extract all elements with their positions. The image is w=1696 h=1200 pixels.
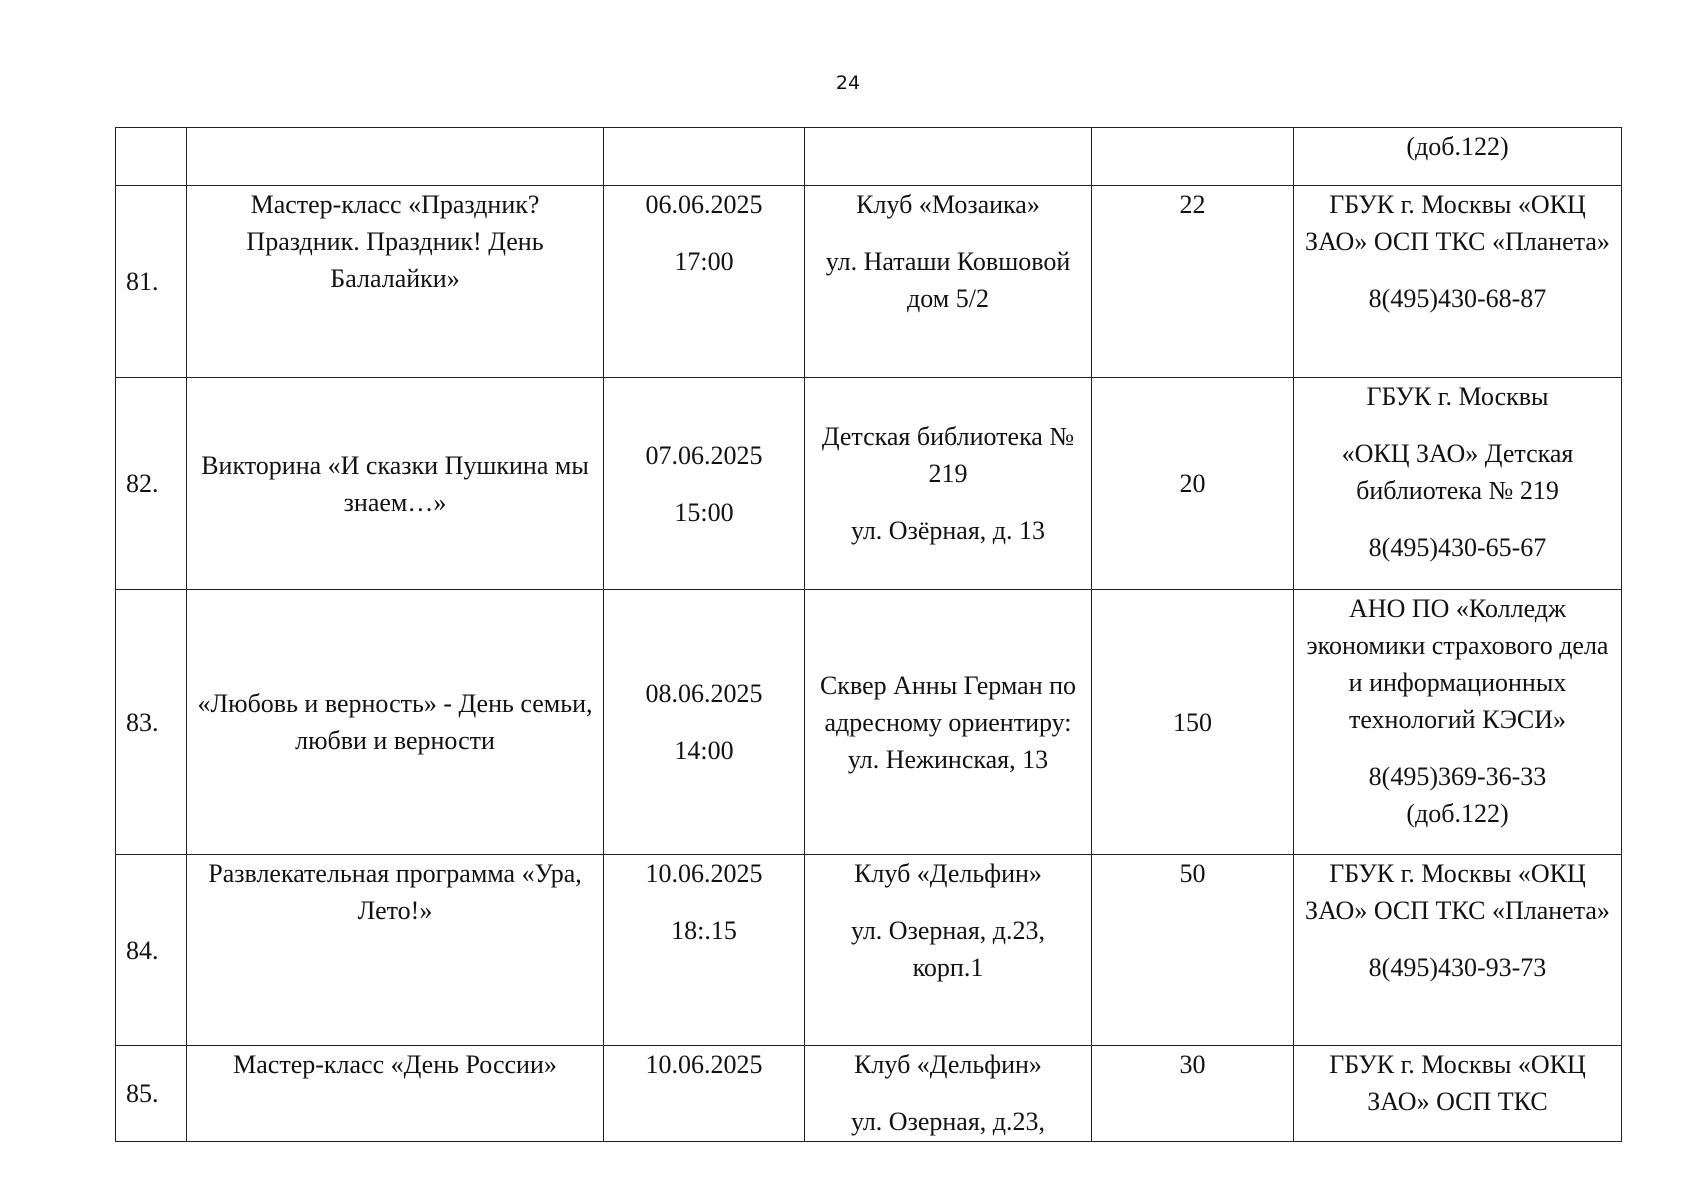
organizer-phone: 8(495)430-68-87	[1368, 284, 1547, 313]
place-cell	[805, 855, 1092, 1046]
datetime-cell	[604, 378, 805, 590]
row-number-cell: 84.	[116, 855, 187, 1046]
organizer-name: ГБУК г. Москвы «ОКЦ ЗАО» ОСП ТКС «Планета»	[1305, 190, 1610, 256]
organizer-cell	[1294, 1046, 1622, 1142]
participants-cell: 20	[1092, 378, 1294, 590]
place-address: ул. Озерная, д.23, корп.1	[850, 916, 1046, 982]
row-number-cell	[116, 128, 187, 186]
event-title: Развлекательная программа «Ура, Лето!»	[208, 859, 582, 925]
event-date: 06.06.2025	[645, 190, 763, 219]
place-name: Клуб «Мозаика»	[856, 190, 1040, 219]
row-number-cell: 82.	[116, 378, 187, 590]
place-name: Детская библиотека № 219	[821, 422, 1075, 488]
datetime-cell	[604, 1046, 805, 1142]
place-cell	[805, 378, 1092, 590]
participants-cell: 22	[1092, 186, 1294, 378]
datetime-cell	[604, 590, 805, 855]
event-cell	[187, 128, 604, 186]
organizer-phone: 8(495)430-93-73	[1368, 953, 1547, 982]
participants-cell: 150	[1092, 590, 1294, 855]
page-number: 24	[835, 72, 861, 94]
event-title: «Любовь и верность» - День семьи, любви и верности	[197, 689, 593, 755]
table-row	[116, 186, 1622, 378]
organizer-cell	[1294, 590, 1622, 855]
event-date: 10.06.2025	[645, 1050, 763, 1079]
organizer-department: «ОКЦ ЗАО» Детская библиотека № 219	[1341, 439, 1574, 505]
event-title: Мастер-класс «День России»	[233, 1050, 557, 1079]
table-row	[116, 378, 1622, 590]
place-address: ул. Озёрная, д. 13	[850, 516, 1046, 545]
place-name: Сквер Анны Герман по адресному ориентиру: ул. Нежинская, 13	[819, 670, 1077, 774]
event-cell	[187, 590, 604, 855]
event-cell	[187, 186, 604, 378]
organizer-phone: 8(495)430-65-67	[1368, 533, 1547, 562]
organizer-phone: 8(495)369-36-33	[1368, 762, 1547, 791]
place-cell	[805, 1046, 1092, 1142]
place-address: ул. Наташи Ковшовой дом 5/2	[825, 247, 1071, 313]
organizer-name: АНО ПО «Колледж экономики страхового дела и информационных технологий КЭСИ»	[1306, 594, 1609, 734]
event-cell	[187, 855, 604, 1046]
event-cell	[187, 378, 604, 590]
organizer-cell	[1294, 128, 1622, 186]
table-row	[116, 1046, 1622, 1142]
event-time: 15:00	[674, 497, 734, 527]
event-date: 07.06.2025	[645, 440, 763, 470]
participants-cell	[1092, 128, 1294, 186]
event-date: 10.06.2025	[645, 859, 763, 888]
table-row	[116, 855, 1622, 1046]
place-cell	[805, 128, 1092, 186]
place-name: Клуб «Дельфин»	[854, 859, 1042, 888]
table-row	[116, 590, 1622, 855]
organizer-name: ГБУК г. Москвы «ОКЦ ЗАО» ОСП ТКС	[1329, 1050, 1586, 1116]
datetime-cell	[604, 855, 805, 1046]
event-cell	[187, 1046, 604, 1142]
datetime-cell	[604, 128, 805, 186]
events-table	[115, 127, 1622, 1142]
organizer-ext: (доб.122)	[1406, 132, 1509, 161]
organizer-cell	[1294, 855, 1622, 1046]
organizer-name: ГБУК г. Москвы	[1366, 382, 1549, 411]
organizer-cell	[1294, 186, 1622, 378]
table-row	[116, 128, 1622, 186]
datetime-cell	[604, 186, 805, 378]
event-title: Викторина «И сказки Пушкина мы знаем…»	[201, 450, 589, 517]
organizer-name: ГБУК г. Москвы «ОКЦ ЗАО» ОСП ТКС «Планета»	[1305, 859, 1610, 925]
event-time: 18:.15	[671, 916, 737, 945]
place-name: Клуб «Дельфин»	[854, 1050, 1042, 1079]
event-title: Мастер-класс «Праздник? Праздник. Праздник! День Балалайки»	[246, 190, 544, 293]
row-number-cell: 81.	[116, 186, 187, 378]
row-number-cell: 85.	[116, 1046, 187, 1142]
event-time: 14:00	[674, 736, 734, 765]
organizer-ext: (доб.122)	[1406, 799, 1509, 828]
participants-cell: 50	[1092, 855, 1294, 1046]
organizer-cell	[1294, 378, 1622, 590]
event-date: 08.06.2025	[645, 679, 763, 708]
row-number-cell: 83.	[116, 590, 187, 855]
place-cell	[805, 186, 1092, 378]
place-cell	[805, 590, 1092, 855]
event-time: 17:00	[674, 247, 734, 276]
participants-cell: 30	[1092, 1046, 1294, 1142]
place-address: ул. Озерная, д.23,	[850, 1107, 1046, 1136]
